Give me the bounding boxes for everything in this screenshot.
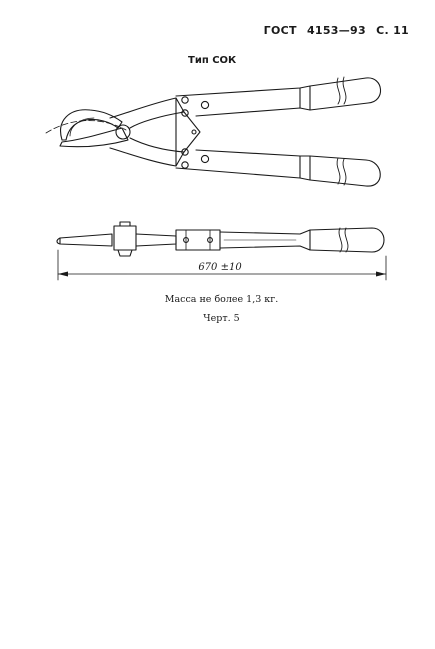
side-view <box>57 222 384 256</box>
tool-drawing <box>0 0 435 300</box>
overall-length-dimension <box>58 250 386 280</box>
rivet <box>201 155 208 162</box>
mass-note: Масса не более 1,3 кг. <box>164 294 279 305</box>
dimension-label: 670 ±10 <box>198 262 242 273</box>
side-grip-break <box>339 228 348 252</box>
upper-handle <box>176 86 310 116</box>
blade-centerline <box>46 121 126 133</box>
lower-handle <box>176 150 310 180</box>
side-pivot-bolt <box>114 226 136 250</box>
side-joint <box>176 230 220 250</box>
rivet <box>182 162 188 168</box>
rivet <box>201 101 208 108</box>
figure-caption: Черт. 5 <box>203 313 240 324</box>
rivet <box>192 130 196 134</box>
standard-number: 4153—93 <box>306 24 366 37</box>
lower-grip-break <box>337 158 346 185</box>
standard-label: ГОСТ <box>263 24 297 37</box>
side-shank <box>136 234 176 246</box>
top-view <box>46 77 381 186</box>
figure-type-label: Тип СОК <box>188 55 237 66</box>
page-number: С. 11 <box>376 24 409 37</box>
rivet <box>182 97 188 103</box>
side-bolt-head <box>118 222 132 256</box>
side-blade <box>60 234 112 246</box>
main-pivot <box>116 125 130 139</box>
